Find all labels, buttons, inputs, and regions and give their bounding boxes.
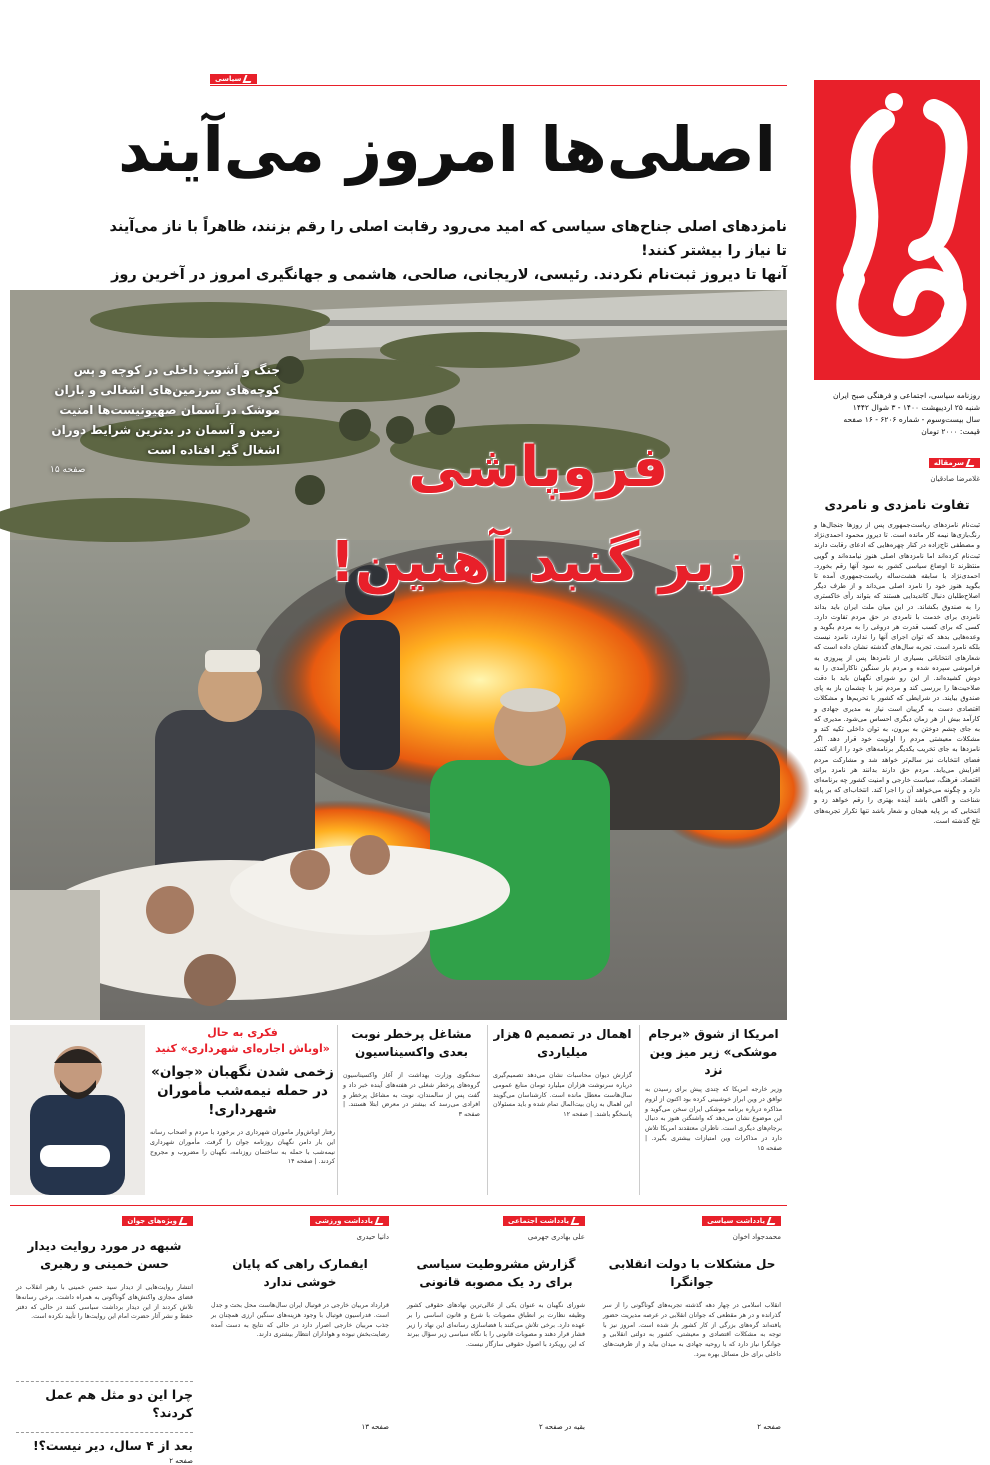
feature-photo xyxy=(10,1025,145,1195)
main-headline[interactable]: اصلی‌ها امروز می‌آیند xyxy=(118,113,776,186)
story-title[interactable]: مشاغل پرخطر نوبت بعدی واکسیناسیون xyxy=(351,1027,472,1059)
bottom-title[interactable]: شبهه در مورد روایت دیدار حسن خمینی و رهبری xyxy=(27,1239,182,1271)
top-section-bar xyxy=(210,74,787,86)
bottom-title[interactable]: گزارش مشروطیت سیاسی برای رد یک مصوبه قانونی xyxy=(416,1257,576,1289)
bottom-column xyxy=(10,1210,199,1465)
bottom-page-ref[interactable]: بقیه در صفحه ۲ xyxy=(538,1423,585,1431)
bottom-section-label: یادداشت سیاسی xyxy=(707,1217,765,1225)
bottom-column xyxy=(597,1210,787,1442)
bottom-author: دانیا حیدری xyxy=(356,1233,389,1241)
story-body: گزارش دیوان محاسبات نشان می‌دهد تصمیم‌گیری درباره سرنوشت هزاران میلیارد تومان منابع عمومی سال‌هاست معطل مانده است. کارشناسان می‌گویند این اهمال به زیان بیت‌المال تمام شده و باید مسئولان پاسخگو باشند. | صفحه ۱۲ xyxy=(493,1072,632,1119)
story-card[interactable] xyxy=(487,1025,637,1195)
injured-guard-photo xyxy=(10,1025,145,1195)
bottom-columns xyxy=(10,1205,787,1465)
photo-caption xyxy=(50,360,280,480)
secondary-stories xyxy=(10,1025,787,1195)
bottom-section-tag xyxy=(310,1216,389,1226)
kicker-icon xyxy=(179,1217,190,1225)
feature-story[interactable] xyxy=(10,1025,335,1195)
feature-body: رفتار اوباش‌وار ماموران شهرداری در برخورد با مردم و اصحاب رسانه این بار دامن نگهبان روزنامه جوان را گرفت. مأموران شهرداری نیمه‌شب با حمله به ساختمان روزنامه، نگهبان را مضروب و مجروح کردند. | صفحه ۱۴ xyxy=(150,1129,335,1166)
feature-title[interactable]: زخمی شدن نگهبان «جوان» در حمله نیمه‌شب مأموران شهرداری! xyxy=(151,1064,334,1118)
bottom-section-tag xyxy=(702,1216,781,1226)
bottom-question[interactable]: بعد از ۴ سال، دیر نیست؟! xyxy=(16,1432,193,1455)
subhead-line-2: آنها تا دیروز ثبت‌نام نکردند. رئیسی، لاریجانی، صالحی، هاشمی و جهانگیری امروز در آخرین روز xyxy=(111,267,787,283)
bottom-question[interactable]: چرا این دو مثل هم عمل کردند؟ xyxy=(16,1381,193,1422)
masthead-info-line: قیمت: ۲۰۰۰ تومان xyxy=(921,427,980,436)
editorial-author: غلامرضا صادقیان xyxy=(930,475,980,483)
top-section-label: سیاسی xyxy=(215,75,242,83)
bottom-column xyxy=(205,1210,395,1442)
bottom-section-label: یادداشت ورزشی xyxy=(315,1217,373,1225)
photo-headline[interactable] xyxy=(330,420,747,610)
bottom-section-tag xyxy=(503,1216,585,1226)
lead-photo[interactable] xyxy=(10,290,787,1020)
feature-kicker-1: فکری به حال xyxy=(207,1026,278,1039)
masthead-info xyxy=(814,390,980,438)
photo-caption-text: جنگ و آشوب داخلی در کوچه و پس کوچه‌های سرزمین‌های اشغالی و باران موشک در آسمان صهیونیست‌ها امنیت زمین و آسمان در بدترین شرایط دوران اشغال گیر افتاده است xyxy=(51,363,280,457)
bottom-section-tag xyxy=(122,1216,193,1226)
kicker-icon xyxy=(767,1217,778,1225)
story-card[interactable] xyxy=(639,1025,787,1195)
photo-headline-line-1: فروپاشی xyxy=(408,435,669,500)
bottom-body: انقلاب اسلامی در چهار دهه گذشته تجربه‌های گوناگونی را از سر گذرانده و در هر مقطعی که جوانان انقلابی در عرصه مدیریت حضور یافته‌اند گره‌های بزرگی از کار کشور باز شده است. امروز نیز با توجه به مشکلات اقتصادی و معیشتی، کشور به دولتی انقلابی و جوانگرا نیاز دارد که با روحیه جهادی به میدان بیاید و از ظرفیت‌های داخلی برای حل مسائل بهره ببرد. xyxy=(603,1302,781,1358)
bottom-section-label: ویژه‌های جوان xyxy=(127,1217,177,1225)
bottom-body: انتشار روایت‌هایی از دیدار سید حسن خمینی با رهبر انقلاب در فضای مجازی واکنش‌های گوناگونی به همراه داشت. برخی رسانه‌ها تلاش کردند از این دیدار برداشت سیاسی کنند در حالی که دفتر حفظ و نشر آثار حضرت امام این روایت‌ها را تأیید نکرده است. xyxy=(16,1284,193,1321)
bottom-body: قرارداد مربیان خارجی در فوتبال ایران سال‌هاست محل بحث و جدل است. فدراسیون فوتبال با وجود هزینه‌های سنگین ارزی همچنان بر جذب مربیان خارجی اصرار دارد در حالی که نتایج به دست آمده رضایت‌بخش نبوده و هواداران انتظار بیشتری دارند. xyxy=(211,1302,389,1339)
kicker-icon xyxy=(571,1217,582,1225)
masthead-info-line: روزنامه سیاسی، اجتماعی و فرهنگی صبح ایران xyxy=(832,391,980,400)
editorial-body: ثبت‌نام نامزدهای ریاست‌جمهوری پس از روزها جنجال‌ها و رنگ‌بازی‌ها نیمه کار مانده است. تا دیروز محمود احمدی‌نژاد و مصطفی تاج‌زاده در کنار چهره‌هایی که ادعای رقابت دارند ثبت‌نام کرده‌اند اما نامزدهای اصلی هنوز نیامده‌اند و گویی منتظرند تا اوضاع سیاسی کشور به سود آنها رقم بخورد. احمدی‌نژاد با سابقه هشت‌ساله ریاست‌جمهوری آمده تا بگوید هنوز خود را نامزد اصلی می‌داند و از طرف دیگر اصلاح‌طلبان دنبال کاندیدایی هستند که بتواند رأی خاکستری را به صندوق بکشاند. در این میان ملت ایران باید بداند نامزدی برای خدمت با نامردی در حق مردم تفاوت دارد. کسی که برای کسب قدرت هر دروغی را به مردم بگوید و وعده‌هایی بدهد که توان اجرای آنها را ندارد، نامزد نیست بلکه نامرد است. تجربه سال‌های گذشته نشان داده است که شعارهای انتخاباتی بسیاری از نامزدها پس از پیروزی به فراموشی سپرده شده و مردم بار سنگین ناکارآمدی را به دوش کشیده‌اند. از این رو شورای نگهبان باید با دقت صلاحیت‌ها را بررسی کند و مردم نیز با چشمان باز به پای صندوق بیایند. در شرایطی که کشور با تحریم‌ها و مشکلات اقتصادی دست به گریبان است نیاز به مدیری جهادی و کارآمد بیش از هر زمان دیگری احساس می‌شود. مدیری که به جای چشم دوختن به بیرون، به توان داخلی تکیه کند و مشکلات معیشتی مردم را اولویت خود قرار دهد. اگر نامزدها به جای تخریب یکدیگر برنامه‌های خود را ارائه کنند، فضای انتخابات نیز سالم‌تر خواهد شد و مشارکت مردم افزایش می‌یابد. مردم حق دارند بدانند هر نامزد برای اقتصاد، فرهنگ، سیاست خارجی و امنیت کشور چه برنامه‌ای دارد و چگونه می‌خواهد آن را اجرا کند. انتخاب‌ای که بر پایه شناخت و آگاهی باشد آینده بهتری را رقم خواهد زد و انتخابی که بر پایه هیجان و شعار باشد تنها تکرار تجربه‌های تلخ گذشته است. xyxy=(814,521,980,825)
bottom-title[interactable]: ایفمارک راهی که پایان خوشی ندارد xyxy=(232,1257,368,1289)
bottom-section-label: یادداشت اجتماعی xyxy=(507,1217,569,1225)
masthead-info-line: شنبه ۲۵ اردیبهشت ۱۴۰۰ - ۳ شوال ۱۴۴۲ xyxy=(852,403,980,412)
masthead-info-line: سال بیست‌وسوم - شماره ۶۲۰۶ - ۱۶ صفحه xyxy=(843,415,980,424)
editorial-column xyxy=(814,452,980,1425)
bottom-page-ref[interactable]: صفحه ۲ xyxy=(757,1423,781,1431)
bottom-page-ref[interactable]: صفحه ۲ xyxy=(169,1457,193,1465)
kicker-icon xyxy=(375,1217,386,1225)
kicker-icon xyxy=(966,459,977,467)
feature-kicker-2: «اوباش اجاره‌ای شهرداری» کنید xyxy=(155,1042,330,1055)
editorial-section-tag xyxy=(929,458,980,468)
photo-headline-line-2: زیر گنبد آهنین! xyxy=(329,530,747,595)
story-title[interactable]: اهمال در تصمیم ۵ هزار میلیاردی xyxy=(493,1027,632,1059)
story-card[interactable] xyxy=(337,1025,485,1195)
bottom-body: شورای نگهبان به عنوان یکی از عالی‌ترین نهادهای حقوقی کشور وظیفه نظارت بر انطباق مصوبات با شرع و قانون اساسی را بر عهده دارد. برخی تلاش می‌کنند با فضاسازی رسانه‌ای این نهاد را زیر فشار قرار دهند و مصوبات قانونی را با نگاه سیاسی زیر سؤال ببرند که این رویکرد با اصول حقوقی سازگار نیست. xyxy=(407,1302,585,1349)
photo-page-ref[interactable]: صفحه ۱۵ xyxy=(50,465,86,475)
bottom-column xyxy=(401,1210,591,1442)
feature-text xyxy=(150,1025,335,1167)
bottom-page-ref[interactable]: صفحه ۱۳ xyxy=(361,1423,389,1431)
top-section-tag xyxy=(210,74,257,84)
masthead-logo[interactable] xyxy=(814,80,980,380)
editorial-section-label: سرمقاله xyxy=(933,459,964,467)
bottom-title[interactable]: حل مشکلات با دولت انقلابی جوانگرا xyxy=(608,1257,776,1289)
editorial-title[interactable]: تفاوت نامزدی و نامردی xyxy=(824,497,970,512)
bottom-author: علی بهادری جهرمی xyxy=(527,1233,585,1241)
logo-mark-icon xyxy=(814,80,980,380)
subhead-line-1: نامزدهای اصلی جناح‌های سیاسی که امید می‌رود رقابت اصلی را رقم بزنند، ظاهراً با ناز می‌آیند تا نیاز را بیشتر کنند! xyxy=(109,219,787,259)
story-body: وزیر خارجه امریکا که چندی پیش برای رسیدن به توافق در وین ابراز خوشبینی کرده بود اکنون از لزوم مذاکره درباره برنامه موشکی ایران سخن می‌گوید و این موضوع نشان می‌دهد که واشنگتن هنوز به دنبال برجام‌های دیگری است. ناظران معتقدند امریکا تلاش دارد در مذاکرات وین امتیازات بیشتری بگیرد. | صفحه ۱۵ xyxy=(645,1086,782,1152)
story-title[interactable]: امریکا از شوق «برجام موشکی» زیر میز وین نزد xyxy=(648,1027,779,1077)
bottom-author: محمدجواد اخوان xyxy=(732,1233,781,1241)
kicker-icon xyxy=(243,75,254,83)
story-body: سخنگوی وزارت بهداشت از آغاز واکسیناسیون گروه‌های پرخطر شغلی در هفته‌های آینده خبر داد و گفت پس از سالمندان، نوبت به مشاغل پرخطر و افرادی می‌رسد که بیشتر در معرض ابتلا هستند. | صفحه ۳ xyxy=(343,1072,480,1119)
